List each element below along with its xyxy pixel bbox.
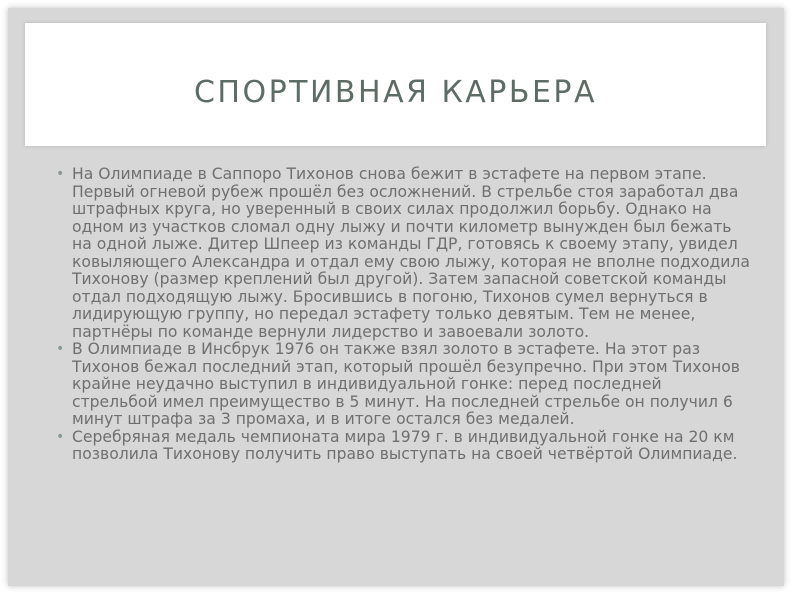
list-item xyxy=(52,166,752,341)
slide xyxy=(8,8,784,586)
list-item xyxy=(52,341,752,429)
slide-title: СПОРТИВНАЯ КАРЬЕРА xyxy=(193,75,598,110)
bullet-text: Серебряная медаль чемпионата мира 1979 г. в индивидуальной гонке на 20 км позволила Тихонову получить право выступать на своей четвёртой Олимпиаде. xyxy=(72,427,738,463)
bullet-list xyxy=(52,166,752,464)
list-item xyxy=(52,429,752,464)
title-box xyxy=(25,23,766,146)
bullet-icon: • xyxy=(56,166,65,182)
bullet-text: В Олимпиаде в Инсбрук 1976 он также взял золото в эстафете. На этот раз Тихонов бежал последний этап, который прошёл безупречно. При этом Тихонов крайне неудачно выступил в индивидуальной гонке: перед последней стрельбой имел преимущество в 5 минут. На последней стрельбе он получил 6 минут штрафа за 3 промаха, и в итоге остался без медалей. xyxy=(72,340,740,428)
bullet-text: На Олимпиаде в Саппоро Тихонов снова бежит в эстафете на первом этапе. Первый огневой рубеж прошёл без осложнений. В стрельбе стоя заработал два штрафных круга, но уверенный в своих силах продолжил борьбу. Однако на одном из участков сломал одну лыжу и почти километр вынужден был бежать на одной лыже. Дитер Шпеер из команды ГДР, готовясь к своему этапу, увидел ковыляющего Александра и отдал ему свою лыжу, которая не вполне подходила Тихонову (размер креплений был другой). Затем запасной советской команды отдал подходящую лыжу. Бросившись в погоню, Тихонов сумел вернуться в лидирующую группу, но передал эстафету только девятым. Тем не менее, партнёры по команде вернули лидерство и завоевали золото. xyxy=(72,165,750,341)
bullet-icon: • xyxy=(56,428,65,445)
bullet-icon: • xyxy=(56,341,65,357)
